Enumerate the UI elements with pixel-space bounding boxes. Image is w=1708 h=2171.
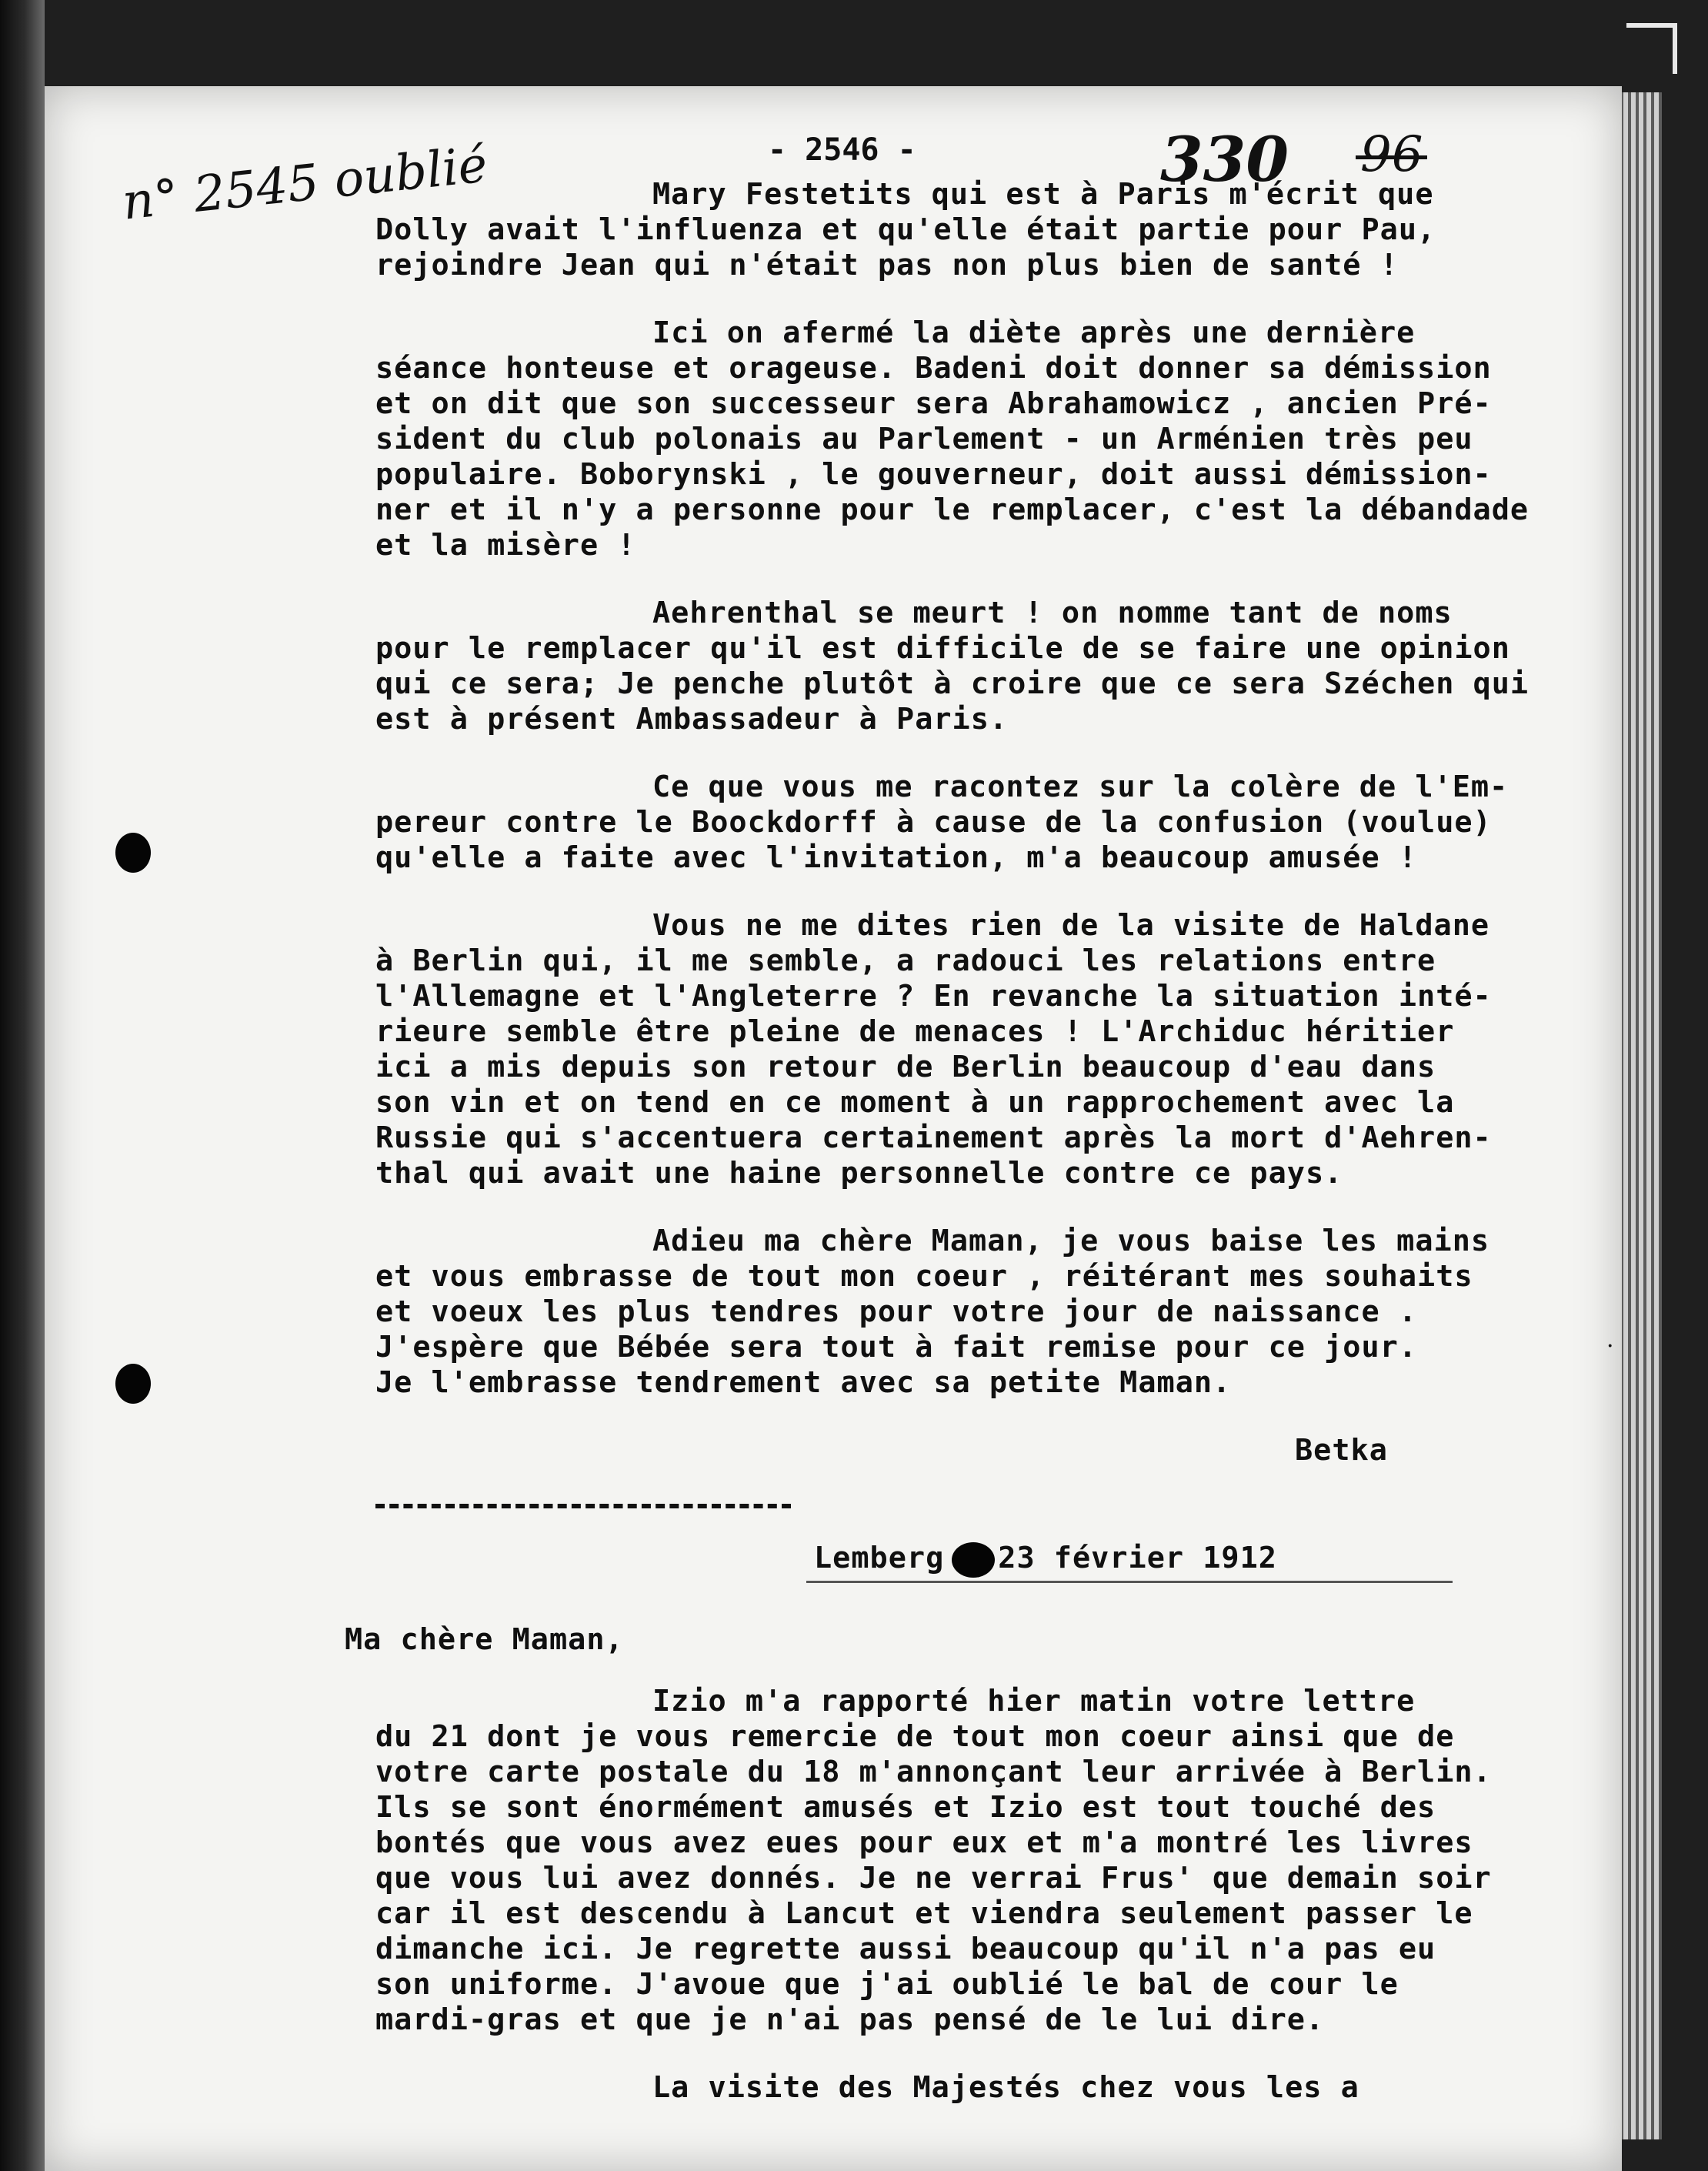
dateline-underline: [806, 1581, 1453, 1583]
punch-hole-top: [115, 833, 151, 873]
text-line: La visite des Majestés chez vous les a: [652, 2069, 1359, 2105]
paragraph: [375, 908, 1622, 1191]
text-line: thal qui avait une haine personnelle contre ce pays.: [375, 1156, 1343, 1191]
text-line: Ce que vous me racontez sur la colère de l'Em-: [652, 770, 1509, 804]
text-line: rejoindre Jean qui n'était pas non plus bien de santé !: [375, 248, 1399, 282]
text-line: ici a mis depuis son retour de Berlin beaucoup d'eau dans: [375, 1050, 1436, 1084]
text-line: Dolly avait l'influenza et qu'elle était partie pour Pau,: [375, 212, 1436, 247]
letter-part-1: [375, 177, 1622, 1401]
text-line: rieure semble être pleine de menaces ! L'Archiduc héritier: [375, 1014, 1455, 1049]
letter-part-2: [375, 1684, 1622, 2106]
ink-blot: [952, 1542, 995, 1578]
text-line: et on dit que son successeur sera Abrahamowicz , ancien Pré-: [375, 386, 1492, 421]
crossed-out-folio: 96: [1360, 126, 1423, 183]
paragraph: [375, 177, 1622, 283]
text-line: et la misère !: [375, 528, 636, 563]
text-line: séance honteuse et orageuse. Badeni doit donner sa démission: [375, 351, 1492, 386]
text-line: est à présent Ambassadeur à Paris.: [375, 702, 1009, 736]
paragraph: [375, 596, 1622, 737]
text-line: l'Allemagne et l'Angleterre ? En revanche la situation inté-: [375, 979, 1492, 1014]
text-line: Ils se sont énormément amusés et Izio est tout touché des: [375, 1789, 1436, 1825]
document-page: [45, 86, 1622, 2171]
text-line: ner et il n'y a personne pour le remplacer, c'est la débandade: [375, 493, 1530, 527]
text-line: Russie qui s'accentuera certainement après la mort d'Aehren-: [375, 1121, 1492, 1155]
text-line: pereur contre le Boockdorff à cause de la confusion (voulue): [375, 805, 1492, 840]
text-line: votre carte postale du 18 m'annonçant leur arrivée à Berlin.: [375, 1754, 1492, 1789]
scan-edge: [0, 0, 45, 2171]
text-line: car il est descendu à Lancut et viendra seulement passer le: [375, 1895, 1473, 1931]
paragraph: [375, 316, 1622, 563]
punch-hole-bottom: [115, 1364, 151, 1404]
text-line: J'espère que Bébée sera tout à fait remise pour ce jour.: [375, 1330, 1418, 1364]
paragraph: [375, 1684, 1622, 2038]
text-line: qu'elle a faite avec l'invitation, m'a beaucoup amusée !: [375, 840, 1418, 875]
paragraph: [375, 2070, 1622, 2106]
folio-number: 330: [1160, 123, 1289, 195]
text-line: du 21 dont je vous remercie de tout mon coeur ainsi que de: [375, 1718, 1455, 1754]
text-line: dimanche ici. Je regrette aussi beaucoup qu'il n'a pas eu: [375, 1931, 1436, 1966]
text-line: son uniforme. J'avoue que j'ai oublié le bal de cour le: [375, 1966, 1399, 2002]
text-line: mardi-gras et que je n'ai pas pensé de le lui dire.: [375, 2002, 1325, 2037]
salutation: Ma chère Maman,: [345, 1622, 624, 1657]
text-line: Ici on afermé la diète après une dernière: [652, 316, 1416, 350]
dateline: [375, 1541, 1622, 1578]
text-line: et vous embrasse de tout mon coeur , réitérant mes souhaits: [375, 1259, 1473, 1294]
text-line: qui ce sera; Je penche plutôt à croire que ce sera Széchen qui: [375, 666, 1530, 701]
text-line: pour le remplacer qu'il est difficile de se faire une opinion: [375, 631, 1510, 666]
text-line: bontés que vous avez eues pour eux et m'a montré les livres: [375, 1825, 1473, 1860]
paragraph: [375, 770, 1622, 876]
text-line: Izio m'a rapporté hier matin votre lettre: [652, 1683, 1416, 1718]
text-line: sident du club polonais au Parlement - un Arménien très peu: [375, 422, 1473, 456]
dateline-place: Lemberg: [814, 1541, 945, 1575]
text-line: populaire. Boborynski , le gouverneur, doit aussi démission-: [375, 457, 1492, 492]
paragraph: [375, 1224, 1622, 1401]
text-line: et voeux les plus tendres pour votre jour de naissance .: [375, 1294, 1418, 1329]
page-number: - 2546 -: [768, 132, 916, 168]
text-line: Vous ne me dites rien de la visite de Haldane: [652, 908, 1490, 943]
text-line: Mary Festetits qui est à Paris m'écrit que: [652, 177, 1434, 212]
text-line: son vin et on tend en ce moment à un rapprochement avec la: [375, 1085, 1455, 1120]
signature: Betka: [1295, 1433, 1388, 1468]
separator-line: [375, 1504, 791, 1508]
crop-corner-mark: [1626, 23, 1677, 74]
letter-body: [345, 177, 1622, 2138]
text-line: Je l'embrasse tendrement avec sa petite Maman.: [375, 1365, 1232, 1400]
text-line: Adieu ma chère Maman, je vous baise les mains: [652, 1224, 1490, 1258]
margin-note: n° 2545 oublié: [119, 136, 490, 232]
text-line: Aehrenthal se meurt ! on nomme tant de noms: [652, 596, 1453, 630]
text-line: que vous lui avez donnés. Je ne verrai Frus' que demain soir: [375, 1860, 1492, 1895]
text-line: à Berlin qui, il me semble, a radouci les relations entre: [375, 944, 1436, 978]
dateline-date: 23 février 1912: [998, 1541, 1277, 1575]
margin-tick: ·: [1606, 1333, 1614, 1360]
